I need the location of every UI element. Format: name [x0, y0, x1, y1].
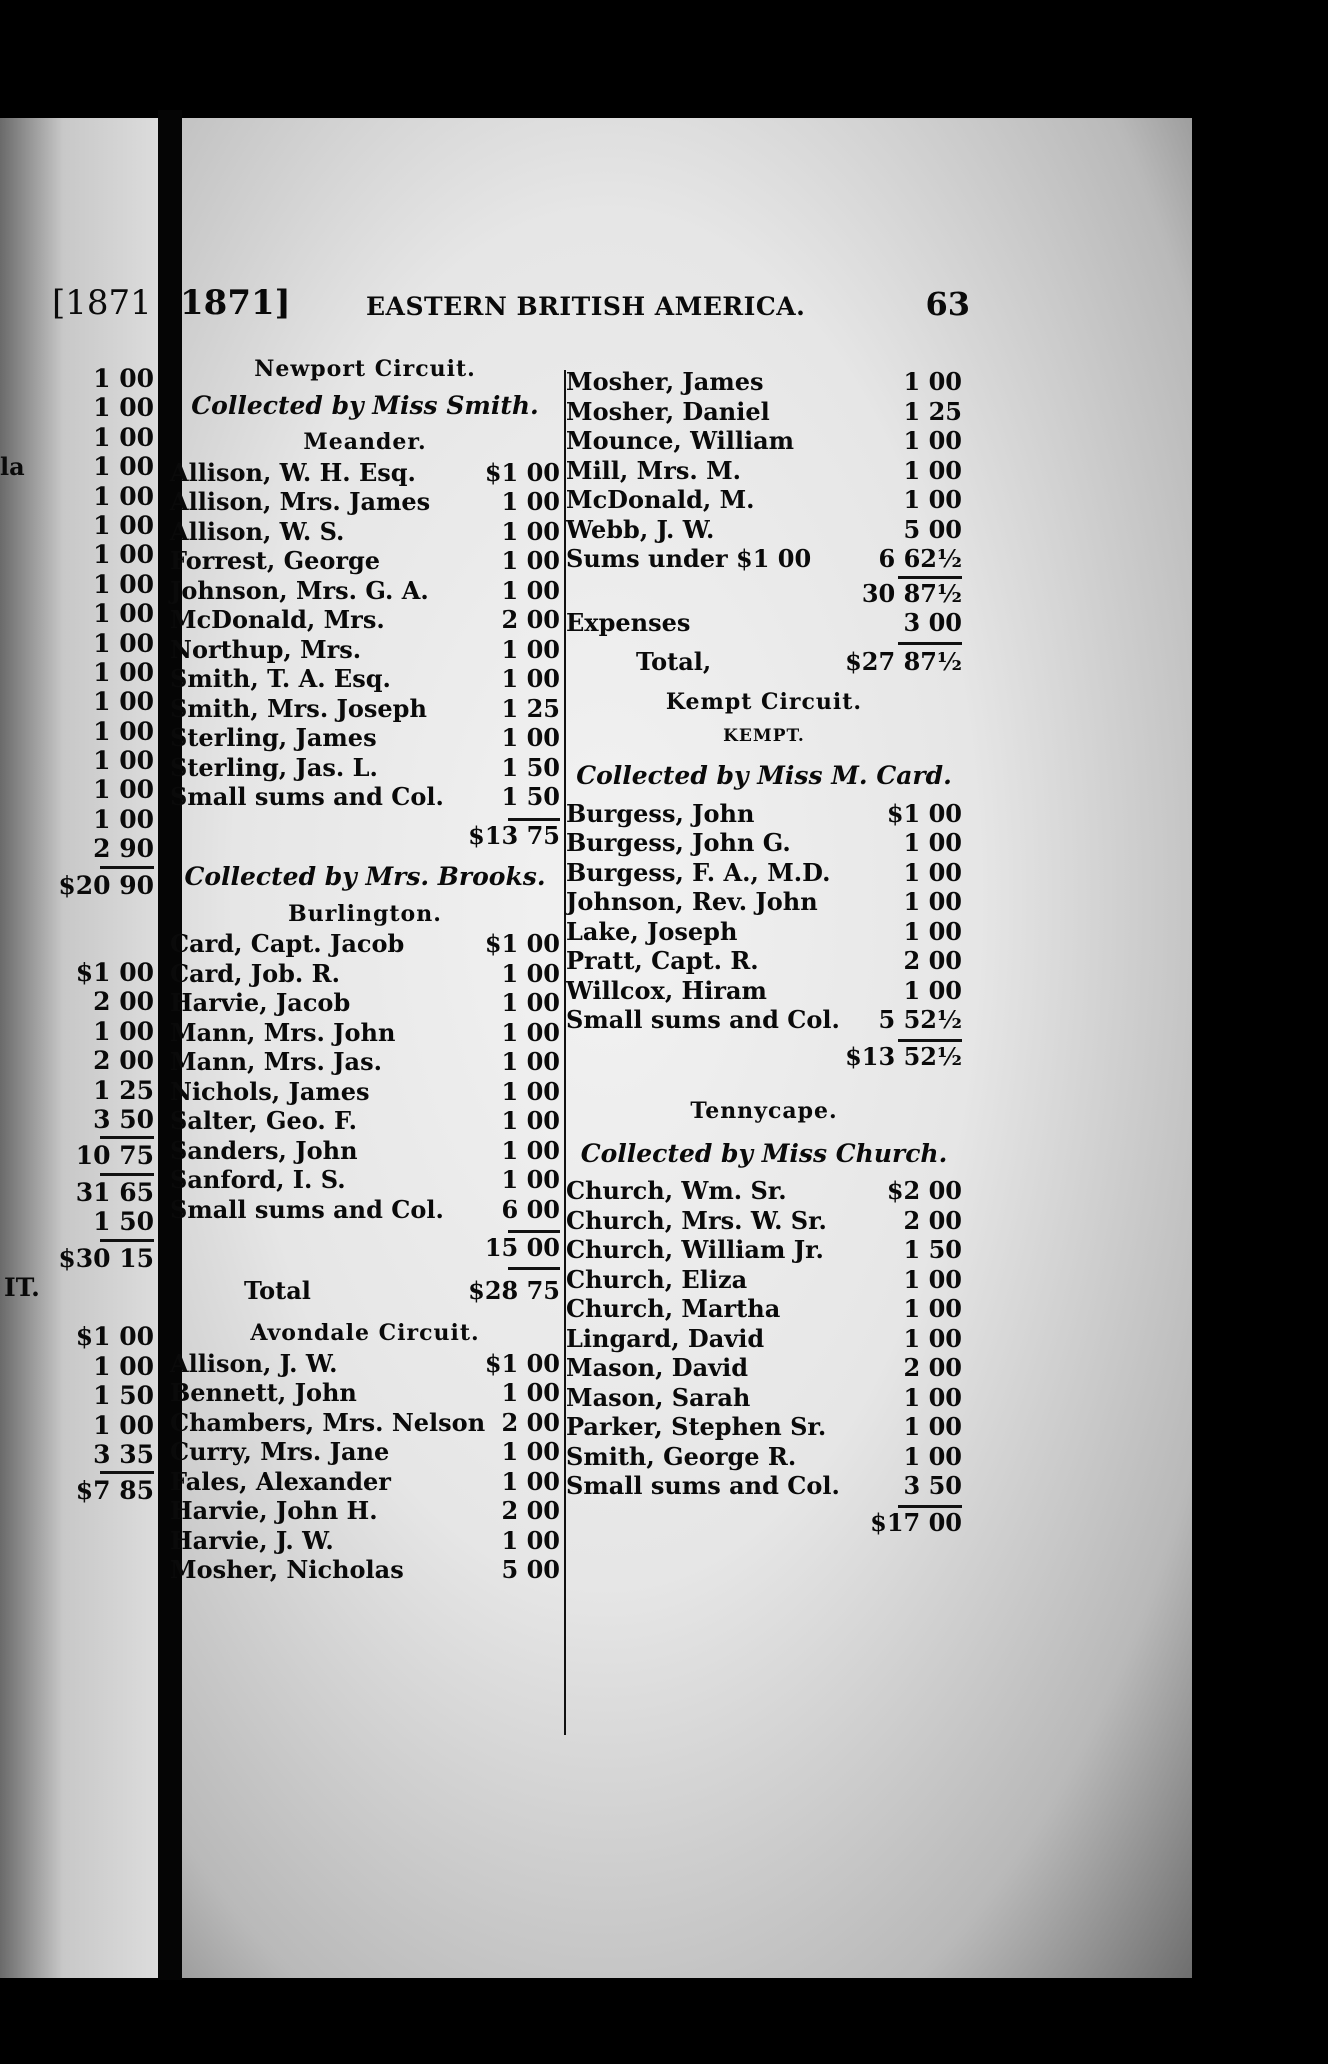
ledger-entry: [566, 1412, 962, 1442]
previous-page-amount: 1 00: [93, 804, 154, 834]
subscriber-name: Small sums and Col.: [566, 1471, 840, 1500]
circuit-heading: Kempt Circuit.: [665, 689, 863, 715]
previous-page-amount: 1 00: [93, 452, 154, 482]
amount: 1 25: [501, 693, 560, 723]
subscriber-name: Allison, Mrs. James: [170, 487, 431, 516]
amount: 1 00: [501, 1525, 560, 1555]
page-year: 1871]: [180, 283, 291, 323]
previous-page-total: $30 15: [58, 1243, 154, 1273]
previous-page-amount: 1 00: [93, 1351, 154, 1381]
amount: 6 62½: [878, 544, 962, 573]
circuit-heading: Newport Circuit.: [254, 356, 476, 382]
amount: 2 00: [501, 605, 560, 634]
subscriber-name: Fales, Alexander: [170, 1466, 391, 1496]
previous-page-amount: $1 00: [75, 958, 154, 988]
subscriber-name: Mason, Sarah: [566, 1382, 751, 1412]
collector-line: Collected by Mrs. Brooks.: [184, 862, 546, 891]
subtotal-row: $17 00: [870, 1507, 962, 1537]
subscriber-name: Mill, Mrs. M.: [566, 455, 741, 485]
collector-line: Collected by Miss Church.: [580, 1138, 948, 1168]
amount: 1 00: [501, 1165, 560, 1194]
subscriber-name: Allison, W. H. Esq.: [170, 457, 416, 487]
previous-page-total: $7 85: [75, 1476, 154, 1506]
ledger-entry: [566, 1324, 962, 1354]
amount: 1 00: [903, 1441, 962, 1471]
rule: [898, 642, 962, 645]
ledger-entry: [170, 1165, 560, 1195]
subscriber-name: Parker, Stephen Sr.: [566, 1412, 827, 1441]
amount: 1 00: [501, 1437, 560, 1466]
column-left: [170, 355, 560, 1585]
subscriber-name: Sanders, John: [170, 1135, 358, 1165]
ledger-entry: [566, 515, 962, 545]
amount: 1 50: [501, 752, 560, 782]
previous-page-amount: 1 00: [93, 481, 154, 511]
previous-page-amount: 1 50: [93, 1381, 154, 1411]
amount: 1 00: [903, 367, 962, 396]
ledger-entry: [170, 664, 560, 694]
previous-page-side-mark: la: [0, 452, 25, 481]
subscriber-name: Church, William Jr.: [566, 1235, 824, 1264]
amount: 1 00: [903, 828, 962, 857]
previous-page-column: [4, 364, 154, 1506]
previous-page-total: $20 90: [58, 870, 154, 900]
subtotal-row: $13 52½: [845, 1041, 962, 1071]
previous-page-amount: $1 00: [75, 1322, 154, 1352]
subscriber-name: Burgess, John: [566, 798, 755, 828]
amount: 5 00: [501, 1555, 560, 1584]
amount: $1 00: [484, 1348, 560, 1378]
amount: 1 00: [501, 575, 560, 605]
previous-page-amount: 1 00: [93, 628, 154, 658]
ledger-entry: [170, 605, 560, 635]
running-header: [180, 283, 970, 333]
circuit-heading: Avondale Circuit.: [250, 1320, 480, 1346]
previous-page-amount: 1 00: [93, 775, 154, 805]
subscriber-name: Burgess, John G.: [566, 828, 791, 857]
subscriber-name: Harvie, Jacob: [170, 988, 351, 1017]
previous-page-amount: 1 00: [93, 599, 154, 629]
previous-page-amount: 1 00: [93, 1410, 154, 1440]
subscriber-name: Nichols, James: [170, 1076, 370, 1106]
amount: 1 00: [903, 857, 962, 887]
subscriber-name: Small sums and Col.: [170, 782, 444, 811]
place-heading: Meander.: [303, 429, 427, 455]
subscriber-name: Mann, Mrs. Jas.: [170, 1047, 382, 1076]
previous-page-amount: 1 00: [93, 393, 154, 423]
subscriber-name: Mosher, James: [566, 367, 764, 396]
previous-page-amount: 1 00: [93, 510, 154, 540]
previous-page-amount: 1 00: [93, 657, 154, 687]
ledger-entry: [566, 976, 962, 1006]
amount: 1 00: [903, 426, 962, 455]
ledger-entry: [566, 1206, 962, 1236]
ledger-entry: [566, 426, 962, 456]
previous-page-amount: 1 50: [93, 1207, 154, 1237]
subscriber-name: Willcox, Hiram: [566, 975, 767, 1005]
previous-page-amount: 1 00: [93, 364, 154, 393]
rule: [100, 1136, 154, 1139]
previous-page-amount: 1 00: [93, 1016, 154, 1046]
amount: 1 00: [903, 916, 962, 946]
rule: [100, 1239, 154, 1242]
ledger-entry: [566, 397, 962, 427]
ledger-entry: [566, 367, 962, 397]
amount: 6 00: [501, 1194, 560, 1224]
rule: [100, 1173, 154, 1176]
total-row: Total $28 75: [244, 1275, 560, 1305]
amount: 2 00: [903, 946, 962, 975]
ledger-entry: [170, 1195, 560, 1225]
subscriber-name: Mounce, William: [566, 426, 795, 455]
amount: 1 00: [501, 1076, 560, 1106]
amount: 1 00: [903, 485, 962, 514]
rule: [100, 1471, 154, 1474]
amount: 5 52½: [878, 1005, 962, 1034]
amount: 1 25: [903, 396, 962, 426]
subscriber-name: Sterling, James: [170, 723, 377, 752]
ledger-entry: [566, 1471, 962, 1501]
collector-line: Collected by Miss M. Card.: [576, 761, 952, 790]
amount: 1 50: [501, 782, 560, 811]
ledger-entry: [170, 1349, 560, 1379]
ledger-entry: [170, 929, 560, 959]
previous-page-amount: 1 25: [93, 1075, 154, 1105]
amount: 1 00: [501, 1106, 560, 1135]
ledger-entry: [170, 1408, 560, 1438]
ledger-entry: [566, 1235, 962, 1265]
ledger-entry: [566, 1383, 962, 1413]
amount: 1 00: [903, 1264, 962, 1294]
amount: 1 00: [501, 988, 560, 1017]
ledger-entry: [170, 458, 560, 488]
subscriber-name: Bennett, John: [170, 1378, 357, 1407]
ledger-entry: [170, 635, 560, 665]
amount: 1 00: [501, 1466, 560, 1496]
amount: 1 00: [501, 664, 560, 693]
previous-page-amount: 3 50: [93, 1104, 154, 1134]
subscriber-name: Harvie, J. W.: [170, 1525, 334, 1555]
ledger-entry: [170, 1106, 560, 1136]
subscriber-name: McDonald, Mrs.: [170, 605, 385, 634]
subscriber-name: Harvie, John H.: [170, 1496, 378, 1525]
previous-page-circuit-fragment: IT.: [4, 1272, 40, 1302]
amount: 2 00: [903, 1205, 962, 1235]
amount: 1 50: [903, 1235, 962, 1264]
amount: 1 00: [501, 1135, 560, 1165]
amount: 1 00: [903, 887, 962, 916]
amount: 1 00: [903, 1323, 962, 1353]
previous-page-subtotal: 10 75: [75, 1141, 154, 1171]
subscriber-name: Allison, W. S.: [170, 516, 345, 546]
subscriber-name: Smith, Mrs. Joseph: [170, 693, 427, 723]
subscriber-name: Smith, T. A. Esq.: [170, 664, 391, 693]
ledger-entry: [170, 487, 560, 517]
previous-page-number: [1871: [52, 283, 152, 323]
subscriber-name: Webb, J. W.: [566, 514, 715, 544]
amount: $1 00: [484, 929, 560, 958]
subscriber-name: Smith, George R.: [566, 1441, 797, 1471]
ledger-entry: [170, 1378, 560, 1408]
amount: 3 50: [903, 1471, 962, 1500]
previous-page-amount: 2 90: [93, 834, 154, 864]
subscriber-name: Johnson, Mrs. G. A.: [170, 575, 429, 605]
total-row: Total, $27 87½: [636, 646, 962, 676]
subscriber-name: Church, Eliza: [566, 1264, 748, 1294]
previous-page-amount: 1 00: [93, 422, 154, 452]
amount: 1 00: [501, 546, 560, 575]
subscriber-name: Burgess, F. A., M.D.: [566, 857, 831, 887]
subscriber-name: Card, Capt. Jacob: [170, 929, 405, 958]
amount: 1 00: [501, 487, 560, 516]
ledger-entry: [566, 1265, 962, 1295]
previous-page-amount: 3 35: [93, 1439, 154, 1469]
ledger-entry: [566, 946, 962, 976]
subscriber-name: Pratt, Capt. R.: [566, 946, 759, 975]
subscriber-name: McDonald, M.: [566, 485, 755, 514]
place-heading: Burlington.: [288, 900, 442, 927]
subscriber-name: Forrest, George: [170, 546, 381, 575]
subscriber-name: Small sums and Col.: [566, 1005, 840, 1034]
ledger-entry: [566, 1442, 962, 1472]
subscriber-name: Mann, Mrs. John: [170, 1017, 396, 1047]
amount: $1 00: [484, 457, 560, 487]
ledger-entry: [170, 576, 560, 606]
previous-page-amount: 1 00: [93, 540, 154, 570]
amount: 1 00: [501, 634, 560, 664]
subscriber-name: Sums under $1 00: [566, 544, 812, 573]
amount: 2 00: [501, 1496, 560, 1525]
previous-page-amount: 31 65: [75, 1177, 154, 1207]
ledger-entry: [170, 723, 560, 753]
place-heading: KEMPT.: [723, 725, 805, 746]
ledger-entry: [170, 753, 560, 783]
ledger-entry: [566, 485, 962, 515]
amount: 1 00: [903, 1382, 962, 1412]
ledger-entry: [170, 694, 560, 724]
rule: [508, 1267, 560, 1270]
ledger-entry: [170, 988, 560, 1018]
amount: 1 00: [501, 1047, 560, 1076]
ledger-entry: [566, 544, 962, 574]
ledger-entry: [566, 828, 962, 858]
subscriber-name: Church, Martha: [566, 1294, 781, 1323]
collector-line: Collected by Miss Smith.: [191, 390, 539, 420]
ledger-entry: [566, 1294, 962, 1324]
ledger-entry: [170, 1018, 560, 1048]
subscriber-name: Mason, David: [566, 1353, 749, 1382]
previous-page-amount: 1 00: [93, 687, 154, 717]
ledger-entry: [170, 782, 560, 812]
amount: 1 00: [501, 516, 560, 546]
ledger-entry: [170, 1496, 560, 1526]
amount: 5 00: [903, 514, 962, 544]
gross-row: 30 87½: [861, 578, 962, 608]
ledger-entry: [566, 1005, 962, 1035]
amount: 1 00: [501, 723, 560, 752]
subscriber-name: Card, Job. R.: [170, 958, 340, 988]
ledger-entry: [566, 1353, 962, 1383]
place-heading: Tennycape.: [690, 1098, 838, 1124]
subscriber-name: Johnson, Rev. John: [566, 887, 818, 916]
ledger-entry: [566, 858, 962, 888]
amount: $2 00: [886, 1176, 962, 1205]
subscriber-name: Lake, Joseph: [566, 916, 738, 946]
page-title: EASTERN BRITISH AMERICA.: [366, 292, 806, 321]
page-number: 63: [925, 285, 970, 323]
subscriber-name: Church, Wm. Sr.: [566, 1176, 787, 1205]
previous-page-amount: 2 00: [93, 1046, 154, 1076]
amount: 1 00: [903, 455, 962, 485]
amount: 1 00: [501, 958, 560, 988]
subscriber-name: Northup, Mrs.: [170, 634, 362, 664]
amount: 1 00: [501, 1017, 560, 1047]
amount: 1 00: [903, 1412, 962, 1441]
column-right: [566, 367, 962, 1537]
amount: $1 00: [886, 798, 962, 828]
amount: 1 00: [903, 1294, 962, 1323]
subscriber-name: Lingard, David: [566, 1323, 765, 1353]
amount: 2 00: [903, 1353, 962, 1382]
ledger-entry: [170, 546, 560, 576]
previous-page-amount: 2 00: [93, 987, 154, 1017]
amount: 2 00: [501, 1407, 560, 1437]
amount: 1 00: [501, 1378, 560, 1407]
subscriber-name: Salter, Geo. F.: [170, 1106, 358, 1135]
ledger-entry: [170, 1526, 560, 1556]
ledger-entry: [566, 799, 962, 829]
ledger-entry: [170, 1047, 560, 1077]
subscriber-name: Curry, Mrs. Jane: [170, 1437, 390, 1466]
ledger-entry: [566, 1176, 962, 1206]
ledger-entry: [170, 1077, 560, 1107]
ledger-entry: [170, 1555, 560, 1585]
previous-page-amount: 1 00: [93, 746, 154, 776]
amount: 1 00: [903, 975, 962, 1005]
ledger-entry: [566, 887, 962, 917]
rule: [100, 866, 154, 869]
subscriber-name: Mosher, Nicholas: [170, 1555, 404, 1584]
subscriber-name: Church, Mrs. W. Sr.: [566, 1205, 827, 1235]
subscriber-name: Mosher, Daniel: [566, 396, 770, 426]
expenses-row: Expenses 3 00: [566, 608, 962, 637]
subtotal-row: 15 00: [484, 1233, 560, 1262]
ledger-entry: [170, 959, 560, 989]
subscriber-name: Chambers, Mrs. Nelson: [170, 1407, 486, 1437]
subscriber-name: Sterling, Jas. L.: [170, 752, 378, 782]
subtotal-row: $13 75: [468, 820, 560, 850]
ledger-entry: [170, 1136, 560, 1166]
ledger-entry: [566, 917, 962, 947]
ledger-entry: [170, 1437, 560, 1467]
previous-page-amount: 1 00: [93, 569, 154, 599]
subscriber-name: Small sums and Col.: [170, 1194, 444, 1224]
subscriber-name: Allison, J. W.: [170, 1348, 338, 1378]
ledger-entry: [170, 517, 560, 547]
subscriber-name: Sanford, I. S.: [170, 1165, 346, 1194]
previous-page-amount: 1 00: [93, 716, 154, 746]
ledger-entry: [170, 1467, 560, 1497]
ledger-entry: [566, 456, 962, 486]
